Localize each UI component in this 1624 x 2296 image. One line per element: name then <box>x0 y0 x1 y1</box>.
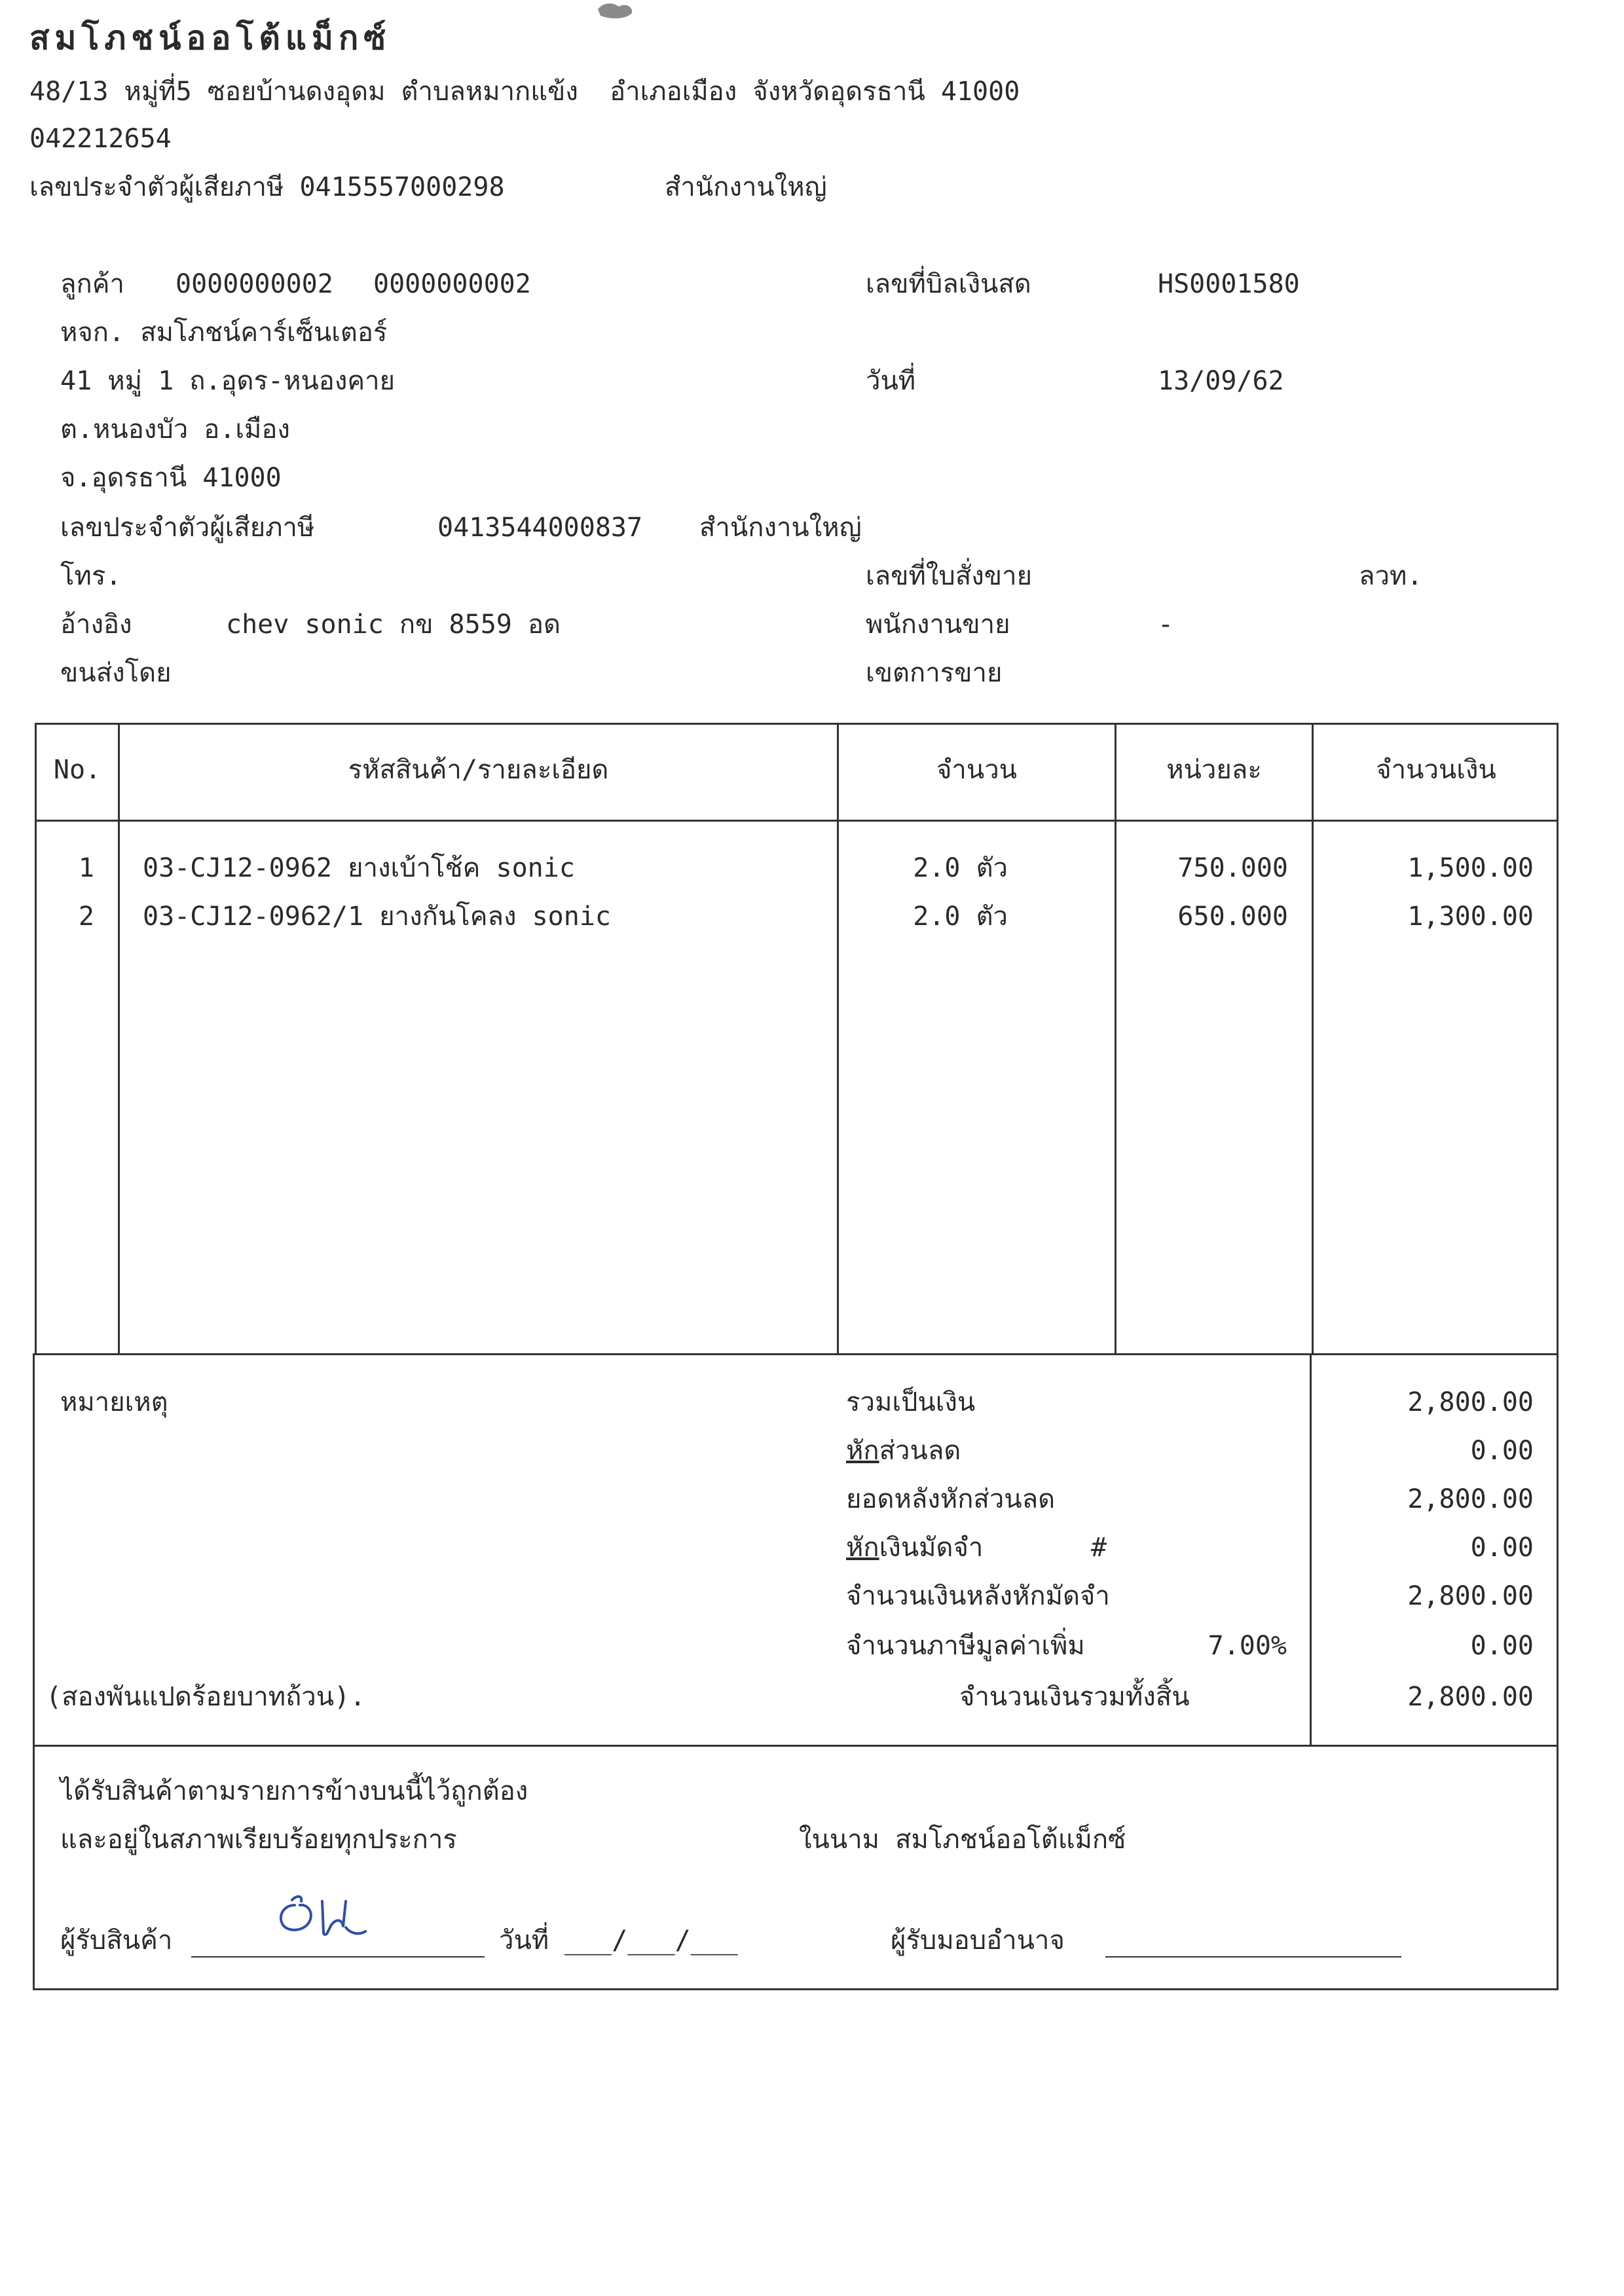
bill-date-label: วันที่ <box>866 366 916 396</box>
company-branch: สำนักงานใหญ่ <box>665 172 827 202</box>
row-quantity: 2.0 ตัว <box>913 902 1008 932</box>
deposit-label <box>846 1532 983 1563</box>
summary-divider <box>1310 1353 1312 1747</box>
customer-name: หจก. สมโภชน์คาร์เซ็นเตอร์ <box>60 318 388 348</box>
customer-code-2: 0000000002 <box>373 269 531 299</box>
company-tax-id: เลขประจำตัวผู้เสียภาษี 0415557000298 <box>29 172 505 202</box>
deposit-hash: # <box>1091 1533 1107 1563</box>
header-amount: จำนวนเงิน <box>1376 755 1496 785</box>
row-amount: 1,300.00 <box>1407 902 1534 932</box>
customer-phone-label: โทร. <box>60 561 122 591</box>
authorized-label: ผู้รับมอบอำนาจ <box>891 1925 1065 1956</box>
receiver-label: ผู้รับสินค้า <box>60 1925 173 1956</box>
row-no: 1 <box>78 853 94 883</box>
receive-date-label: วันที่ <box>499 1925 549 1956</box>
company-address: 48/13 หมู่ที่5 ซอยบ้านดงอุดม ตำบลหมากแข้ง อำเภอเมือง จังหวัดอุดรธานี 41000 <box>29 77 1020 107</box>
col-divider-3 <box>1115 723 1116 1355</box>
remark-label: หมายเหตุ <box>60 1387 168 1417</box>
customer-tax-id: 0413544000837 <box>437 513 643 543</box>
sales-area-label: เขตการขาย <box>866 658 1003 688</box>
on-behalf-of: ในนาม สมโภชน์ออโต้แม็กซ์ <box>799 1825 1126 1855</box>
items-table <box>35 723 1559 1355</box>
items-header-divider <box>35 820 1559 822</box>
salesperson-label: พนักงานขาย <box>866 610 1010 640</box>
vat-rate: 7.00% <box>1208 1631 1287 1661</box>
after-deposit-value: 2,800.00 <box>1407 1581 1534 1611</box>
bill-date-value: 13/09/62 <box>1158 366 1284 396</box>
discount-text: ส่วนลด <box>879 1436 961 1466</box>
bill-number-label: เลขที่บิลเงินสด <box>866 269 1031 299</box>
receiver-signature-line <box>191 1956 485 1958</box>
shipping-label: ขนส่งโดย <box>60 658 172 688</box>
receive-date-blank: ___/___/___ <box>564 1925 738 1956</box>
deposit-text: เงินมัดจำ <box>879 1533 984 1563</box>
grand-total-label: จำนวนเงินรวมทั้งสิ้น <box>959 1682 1190 1712</box>
row-amount: 1,500.00 <box>1407 853 1534 883</box>
vat-label: จำนวนภาษีมูลค่าเพิ่ม <box>846 1631 1085 1661</box>
amount-in-words: (สองพันแปดร้อยบาทถ้วน). <box>46 1682 366 1712</box>
customer-address-1: 41 หมู่ 1 ถ.อุดร-หนองคาย <box>60 366 396 396</box>
col-divider-1 <box>118 723 120 1355</box>
customer-tax-label: เลขประจำตัวผู้เสียภาษี <box>60 513 315 543</box>
company-phone: 042212654 <box>29 124 172 154</box>
customer-branch: สำนักงานใหญ่ <box>699 513 862 543</box>
deposit-prefix: หัก <box>846 1533 879 1563</box>
header-unit-price: หน่วยละ <box>1166 755 1262 785</box>
after-deposit-label: จำนวนเงินหลังหักมัดจำ <box>846 1581 1110 1611</box>
received-line-2: และอยู่ในสภาพเรียบร้อยทุกประการ <box>60 1825 457 1855</box>
customer-reference-value: chev sonic กข 8559 อด <box>226 610 561 640</box>
customer-code-1: 0000000002 <box>175 269 333 299</box>
company-name: สมโภชน์ออโต้แม็กซ์ <box>29 18 392 57</box>
bill-number-value: HS0001580 <box>1158 269 1300 299</box>
customer-reference-label: อ้างอิง <box>60 610 132 640</box>
after-discount-value: 2,800.00 <box>1407 1484 1534 1514</box>
discount-label <box>846 1435 961 1467</box>
sales-order-label: เลขที่ใบสั่งขาย <box>866 561 1033 591</box>
scan-smudge <box>593 0 638 21</box>
total-label: รวมเป็นเงิน <box>846 1387 976 1417</box>
discount-value: 0.00 <box>1470 1436 1534 1466</box>
row-description: 03-CJ12-0962 ยางเบ้าโช้ค sonic <box>143 853 575 883</box>
received-line-1: ได้รับสินค้าตามรายการข้างบนนี้ไว้ถูกต้อง <box>60 1776 528 1806</box>
after-discount-label: ยอดหลังหักส่วนลด <box>846 1484 1056 1514</box>
sales-order-value: ลวท. <box>1359 561 1423 591</box>
authorized-signature-line <box>1105 1956 1401 1958</box>
customer-label: ลูกค้า <box>60 269 124 299</box>
row-quantity: 2.0 ตัว <box>913 853 1008 883</box>
header-quantity: จำนวน <box>936 755 1018 785</box>
vat-value: 0.00 <box>1470 1631 1534 1661</box>
col-divider-4 <box>1312 723 1314 1355</box>
header-no: No. <box>53 755 101 785</box>
salesperson-value: - <box>1158 610 1174 640</box>
customer-address-2: ต.หนองบัว อ.เมือง <box>60 414 290 445</box>
row-no: 2 <box>78 902 94 932</box>
deposit-value: 0.00 <box>1470 1533 1534 1563</box>
row-unit-price: 650.000 <box>1177 902 1288 932</box>
row-unit-price: 750.000 <box>1177 853 1288 883</box>
col-divider-2 <box>837 723 839 1355</box>
customer-address-3: จ.อุดรธานี 41000 <box>60 463 282 493</box>
header-description: รหัสสินค้า/รายละเอียด <box>348 755 609 785</box>
handwritten-signature <box>268 1886 386 1944</box>
total-value: 2,800.00 <box>1407 1387 1534 1417</box>
grand-total-value: 2,800.00 <box>1407 1682 1534 1712</box>
discount-prefix: หัก <box>846 1436 879 1466</box>
row-description: 03-CJ12-0962/1 ยางกันโคลง sonic <box>143 902 611 932</box>
